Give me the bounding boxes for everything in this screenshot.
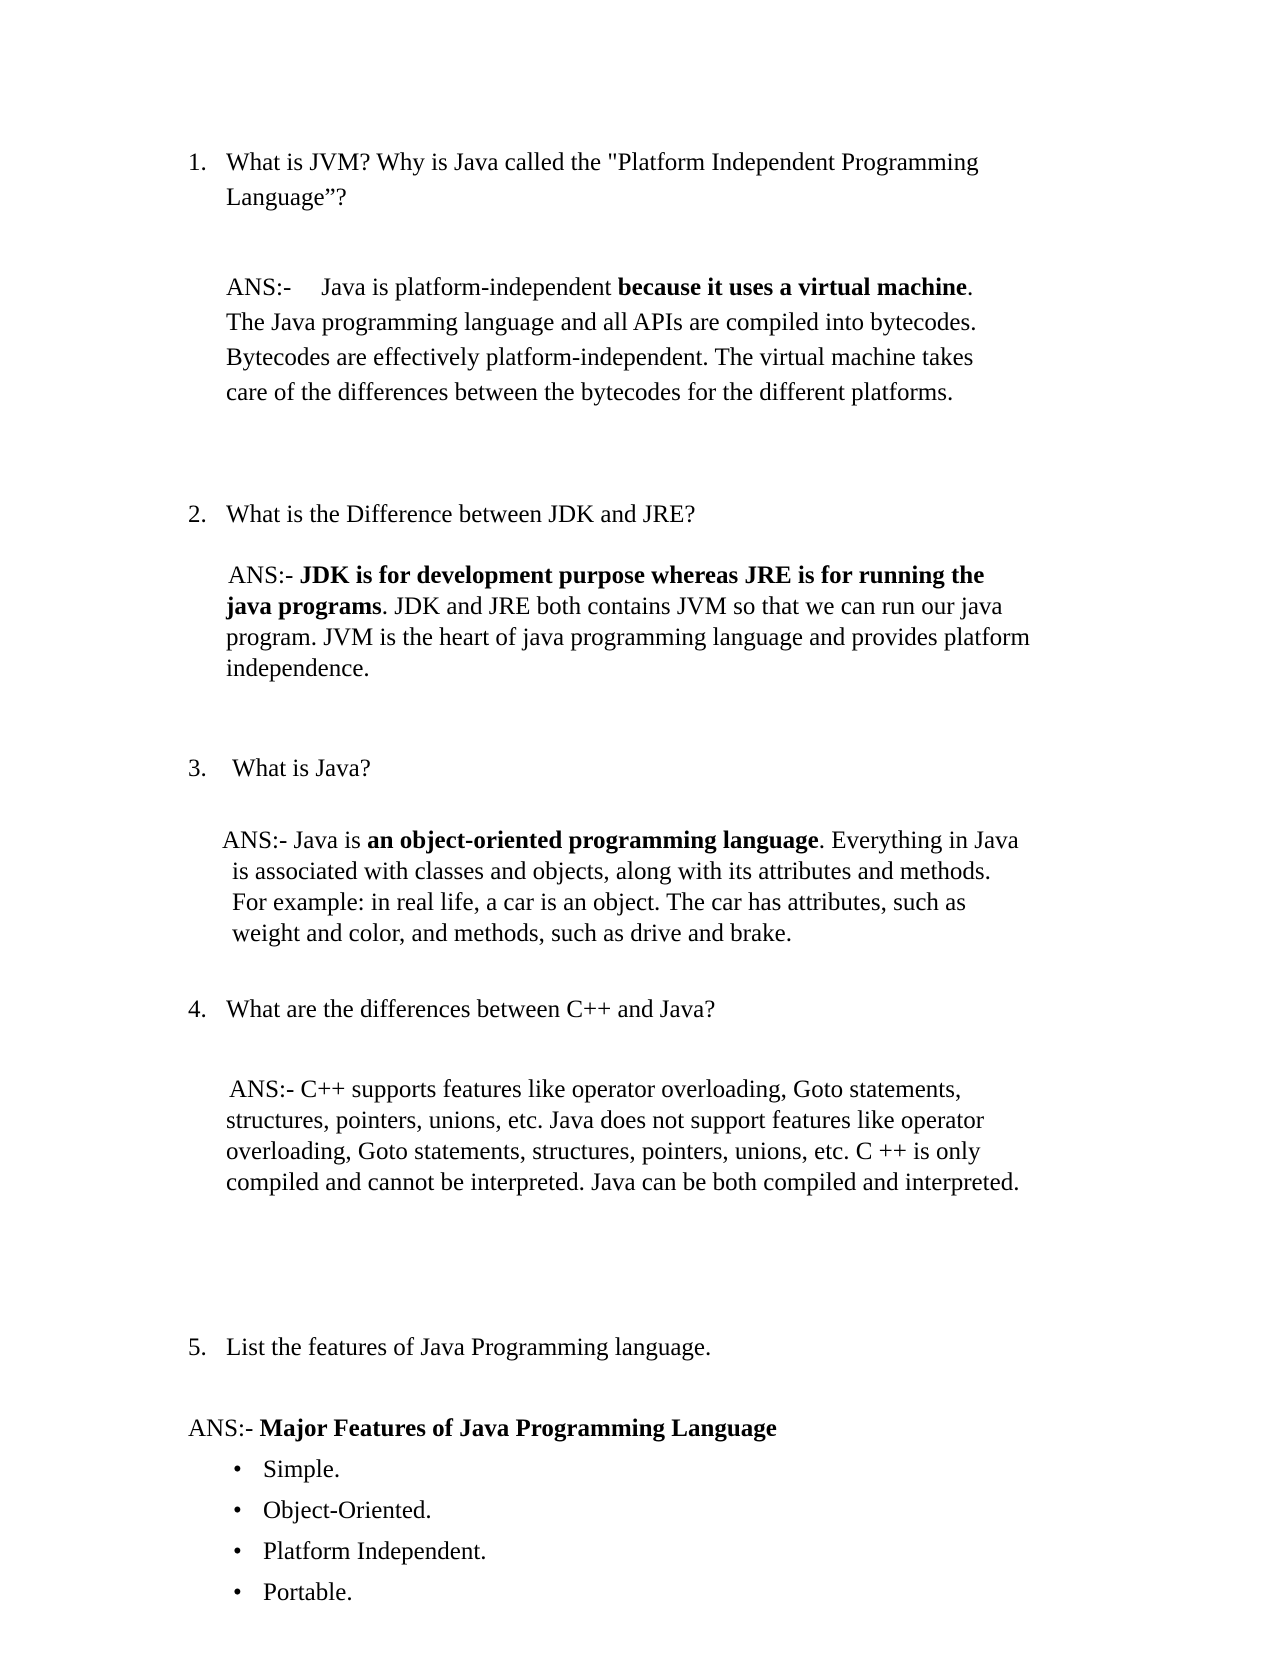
bullet-icon: • <box>233 1456 242 1483</box>
answer-4-line-4: compiled and cannot be interpreted. Java can be both compiled and interpreted. <box>226 1169 1020 1196</box>
answer-4 <box>226 1074 1019 1198</box>
answer-1 <box>226 270 976 410</box>
answer-3-prefix: ANS:- Java is <box>222 827 368 854</box>
answer-2-bold-2: java programs <box>226 593 382 620</box>
feature-text: Platform Independent. <box>263 1538 487 1565</box>
list-item <box>233 1531 833 1572</box>
answer-4-line-3: overloading, Goto statements, structures, pointers, unions, etc. C ++ is only <box>226 1138 981 1165</box>
question-2-number: 2. <box>188 501 207 528</box>
answer-3-line-1 <box>222 825 1019 856</box>
question-2-text: What is the Difference between JDK and JRE? <box>226 501 696 528</box>
question-1-text <box>226 145 979 215</box>
answer-3 <box>222 825 1019 949</box>
answer-3-line-3: For example: in real life, a car is an object. The car has attributes, such as <box>232 889 966 916</box>
answer-1-prefix: ANS:- <box>226 274 292 301</box>
list-item <box>233 1490 833 1531</box>
answer-3-line-4: weight and color, and methods, such as drive and brake. <box>232 920 792 947</box>
question-5-number: 5. <box>188 1334 207 1361</box>
list-item <box>233 1572 833 1613</box>
question-4-number: 4. <box>188 996 207 1023</box>
answer-1-line-2: The Java programming language and all APIs are compiled into bytecodes. <box>226 309 977 336</box>
feature-text: Portable. <box>263 1579 353 1606</box>
answer-3-bold: an object-oriented programming language <box>367 827 819 854</box>
bullet-icon: • <box>233 1579 242 1606</box>
question-3-number: 3. <box>188 755 207 782</box>
answer-1-line-1 <box>226 270 976 305</box>
question-1-line-1: What is JVM? Why is Java called the "Platform Independent Programming <box>226 149 979 176</box>
bullet-icon: • <box>233 1538 242 1565</box>
answer-1-bold: because it uses a virtual machine <box>617 274 968 301</box>
answer-2-tail: . JDK and JRE both contains JVM so that we can run our java <box>381 593 1003 620</box>
answer-2-prefix: ANS:- <box>228 562 300 589</box>
answer-1-line-4: care of the differences between the bytecodes for the different platforms. <box>226 379 954 406</box>
answer-1-line-3: Bytecodes are effectively platform-independent. The virtual machine takes <box>226 344 974 371</box>
answer-1-plain: Java is platform-independent <box>321 274 618 301</box>
answer-1-tail: . <box>967 274 974 301</box>
question-1-line-2: Language”? <box>226 184 347 211</box>
answer-2-line-2 <box>226 591 1030 622</box>
bullet-icon: • <box>233 1497 242 1524</box>
question-5-text: List the features of Java Programming language. <box>226 1334 712 1361</box>
answer-2-line-1 <box>226 560 1030 591</box>
answer-5-prefix: ANS:- <box>188 1415 260 1442</box>
answer-3-line-2: is associated with classes and objects, along with its attributes and methods. <box>232 858 991 885</box>
feature-text: Simple. <box>263 1456 341 1483</box>
answer-5-bold: Major Features of Java Programming Language <box>259 1415 777 1442</box>
answer-2-bold-1: JDK is for development purpose whereas JRE is for running the <box>299 562 985 589</box>
answer-3-tail: . Everything in Java <box>818 827 1019 854</box>
answer-4-line-2: structures, pointers, unions, etc. Java does not support features like operator <box>226 1107 985 1134</box>
answer-2-line-3: program. JVM is the heart of java programming language and provides platform <box>226 624 1030 651</box>
list-item <box>233 1449 833 1490</box>
answer-2-line-4: independence. <box>226 655 370 682</box>
answer-4-line-1: ANS:- C++ supports features like operator overloading, Goto statements, <box>229 1076 962 1103</box>
question-1-number: 1. <box>188 149 207 176</box>
features-list <box>233 1449 833 1613</box>
question-3-text: What is Java? <box>232 755 371 782</box>
answer-5-heading <box>188 1411 777 1446</box>
feature-text: Object-Oriented. <box>263 1497 432 1524</box>
answer-2 <box>226 560 1030 684</box>
question-4-text: What are the differences between C++ and Java? <box>226 996 716 1023</box>
